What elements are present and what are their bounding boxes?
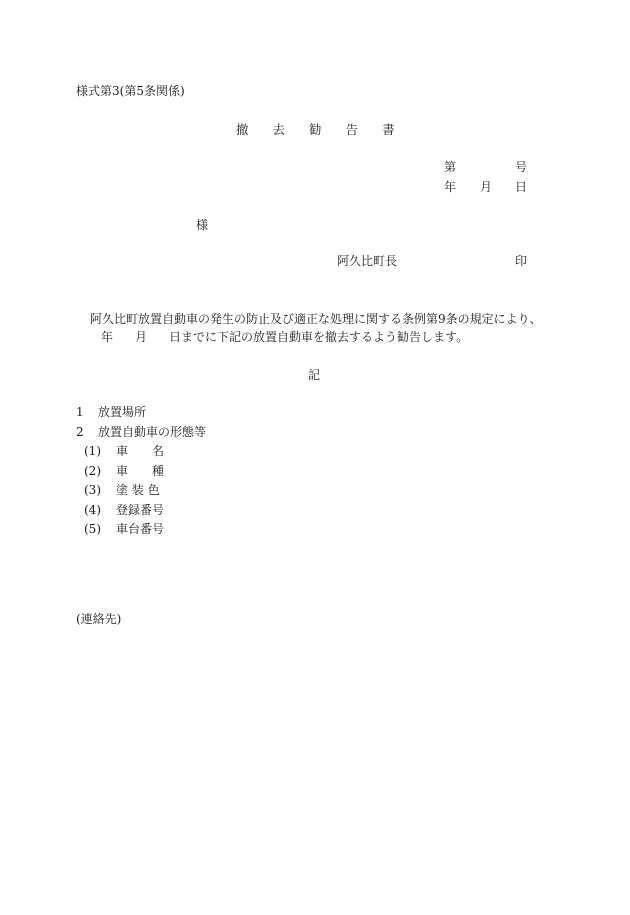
doc-number-prefix: 第 (444, 160, 457, 174)
subitem-number: (4) (84, 502, 101, 517)
sub-list-item (76, 504, 206, 524)
subitem-label: 塗 装 色 (116, 483, 160, 497)
subitem-number: (3) (84, 483, 101, 497)
title-char: 去 (272, 122, 286, 137)
document-title (236, 124, 395, 137)
sender-name: 阿久比町長 (337, 254, 398, 268)
sub-list-item (76, 484, 206, 504)
body-year-label: 年 (101, 330, 114, 344)
subitem-label: 車 名 (116, 444, 165, 458)
date-month-label: 月 (480, 180, 493, 194)
ki-heading: 記 (308, 368, 321, 382)
item-number: 2 (76, 424, 84, 439)
item-number: 1 (76, 405, 84, 419)
subitem-label: 車台番号 (116, 522, 165, 536)
item-label: 放置自動車の形態等 (98, 424, 207, 439)
doc-number-suffix: 号 (515, 160, 528, 174)
sub-list-item (76, 445, 206, 465)
contact-label: (連絡先) (76, 612, 122, 626)
title-char: 書 (382, 122, 395, 137)
subitem-number: (1) (84, 444, 101, 458)
form-id: 様式第3(第5条関係) (76, 84, 185, 98)
subitem-number: (2) (84, 463, 101, 478)
body-text-line1: 阿久比町放置自動車の発生の防止及び適正な処理に関する条例第9条の規定により、 (90, 312, 542, 326)
body-rest-text: 日までに下記の放置自動車を撤去するよう勧告します。 (169, 330, 469, 344)
date-year-label: 年 (444, 180, 457, 194)
sub-list-item (76, 523, 206, 543)
addressee-suffix: 様 (196, 218, 209, 232)
sub-list-item (76, 465, 206, 485)
title-char: 撤 (236, 122, 249, 137)
title-char: 勧 (309, 122, 322, 137)
item-list (76, 406, 206, 543)
item-label: 放置場所 (98, 405, 147, 419)
body-text-line2 (101, 331, 468, 343)
subitem-label: 車 種 (116, 463, 165, 478)
title-char: 告 (345, 122, 359, 137)
seal-mark: 印 (515, 254, 528, 268)
subitem-label: 登録番号 (116, 502, 165, 517)
list-item (76, 426, 206, 446)
body-month-label: 月 (135, 330, 148, 344)
date-day-label: 日 (515, 180, 528, 194)
list-item (76, 406, 206, 426)
subitem-number: (5) (84, 522, 101, 536)
